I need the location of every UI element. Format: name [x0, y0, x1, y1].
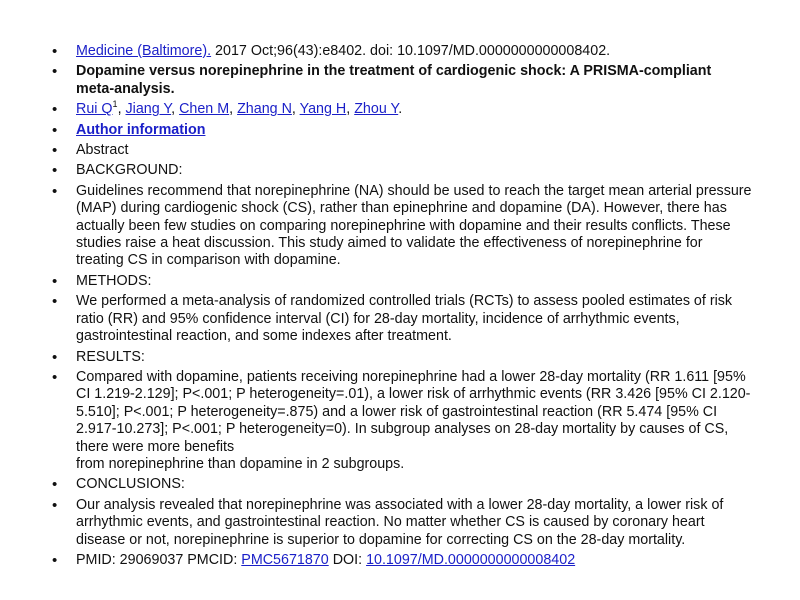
author-link[interactable]: Zhou Y: [354, 101, 399, 118]
author-link[interactable]: Rui Q: [76, 101, 113, 118]
pmcid-link[interactable]: PMC5671870: [241, 551, 329, 568]
abstract-label-item: [52, 142, 752, 159]
doi-link[interactable]: 10.1097/MD.0000000000008402: [366, 551, 576, 568]
article-title: Dopamine versus norepinephrine in the treatment of cardiogenic shock: A PRISMA-compliant meta-analysis.: [76, 63, 712, 97]
author-link[interactable]: Jiang Y: [125, 101, 172, 118]
results-heading: RESULTS:: [76, 348, 145, 365]
methods-text: We performed a meta-analysis of randomized controlled trials (RCTs) to assess pooled estimates of risk ratio (RR) and 95% confidence interval (CI) for 28-day mortality, incidence of arrhythmic events, gastrointestinal reaction, and some indexes after treatment.: [76, 293, 733, 345]
journal-link[interactable]: Medicine (Baltimore).: [76, 43, 212, 59]
author-separator: ,: [346, 101, 355, 118]
conclusions-heading-item: [52, 476, 752, 493]
conclusions-text-item: [52, 497, 752, 549]
results-text-tail: from norepinephrine than dopamine in 2 subgroups.: [76, 455, 405, 472]
background-text: Guidelines recommend that norepinephrine (NA) should be used to reach the target mean arterial pressure (MAP) during cardiogenic shock (CS), rather than epinephrine and dopamine (DA). However, there has actually been few studies on comparing norepinephrine with dopamine and their results conflicts. These studies raise a heat discussion. This study aimed to validate the effectiveness of norepinephrine for treating CS in comparison with dopamine.: [76, 182, 752, 269]
author-separator: ,: [229, 101, 238, 118]
background-heading-item: [52, 162, 752, 179]
author-link[interactable]: Chen M: [179, 101, 230, 118]
methods-heading-item: [52, 273, 752, 290]
author-information-link[interactable]: Author information: [76, 121, 206, 138]
pmid-label: PMID: 29069037 PMCID:: [76, 551, 242, 568]
author-separator: ,: [171, 101, 180, 118]
author-separator: ,: [291, 101, 300, 118]
conclusions-text: Our analysis revealed that norepinephrine was associated with a lower 28-day mortality, a lower risk of arrhythmic events, and gastrointestinal reaction. No matter whether CS is caused by coronary heart disease or not, norepinephrine is superior to dopamine for correcting CS on the 28-day mortality.: [76, 496, 724, 548]
abstract-label: Abstract: [76, 142, 129, 159]
identifiers-item: [52, 552, 752, 569]
results-heading-item: [52, 349, 752, 366]
title-item: [52, 63, 752, 98]
author-separator: ,: [117, 101, 126, 118]
conclusions-heading: CONCLUSIONS:: [76, 476, 185, 493]
author-terminator: .: [398, 101, 403, 118]
authors-item: [52, 101, 752, 118]
author-affiliation-sup: 1: [112, 99, 118, 110]
methods-text-item: [52, 293, 752, 345]
citation-item: [52, 43, 752, 60]
methods-heading: METHODS:: [76, 272, 152, 289]
author-link[interactable]: Zhang N: [237, 101, 292, 118]
doi-label: DOI:: [328, 551, 367, 568]
results-text: Compared with dopamine, patients receiving norepinephrine had a lower 28-day mortality (RR 1.611 [95% CI 1.219-2.129]; P<.001; P heterogeneity=.01), a lower risk of arrhythmic events (RR 3.426 [95% CI 2.120-5.510]; P<.001; P heterogeneity=.875) and a lower risk of gastrointestinal reaction (RR 5.474 [95% CI 2.917-10.273]; P<.001; P heterogeneity=0). In subgroup analyses on 28-day mortality by causes of CS, there were more benefits: [76, 368, 751, 455]
author-info-item: [52, 122, 752, 139]
background-text-item: [52, 183, 752, 270]
citation-details: 2017 Oct;96(43):e8402. doi: 10.1097/MD.0000000000008402.: [211, 43, 611, 59]
background-heading: BACKGROUND:: [76, 162, 183, 179]
results-text-item: [52, 369, 752, 473]
author-link[interactable]: Yang H: [299, 101, 347, 118]
abstract-list: [52, 43, 752, 572]
